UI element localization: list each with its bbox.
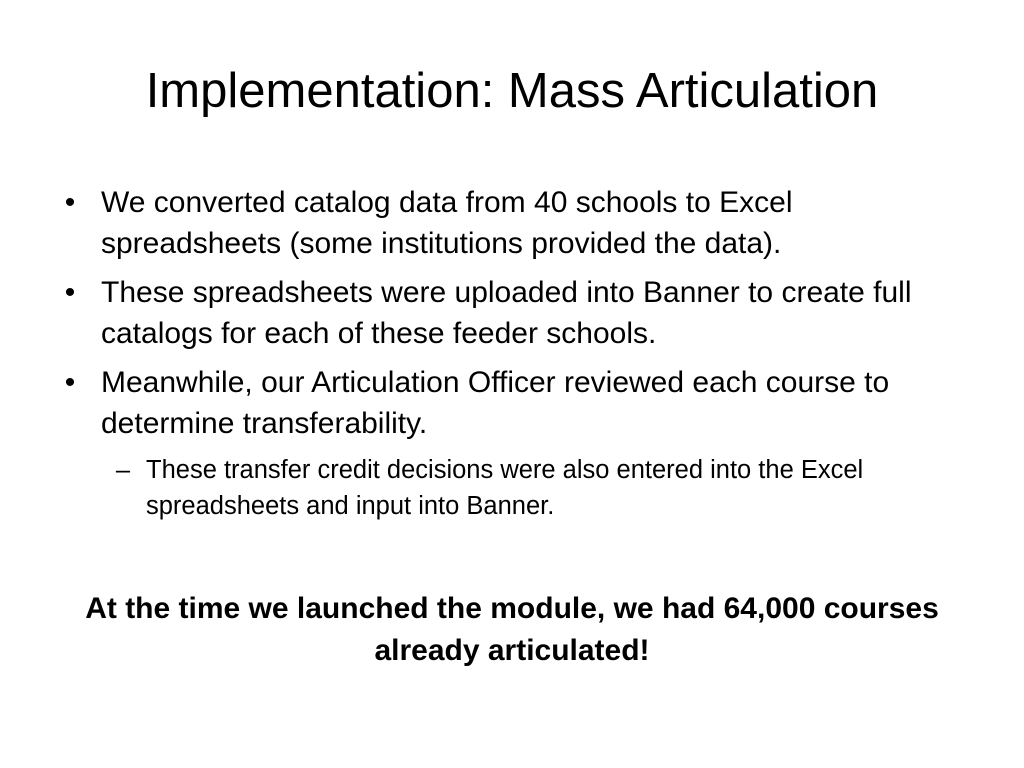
- sub-bullet-group: [101, 452, 958, 524]
- callout-text: At the time we launched the module, we had 64,000 courses already articulated!: [85, 592, 939, 667]
- bullet-list: [58, 182, 958, 444]
- bullet-item: [58, 272, 958, 354]
- sub-bullet-text: These transfer credit decisions were also entered into the Excel spreadsheets and input into Banner.: [146, 456, 864, 520]
- bullet-item: [58, 182, 958, 264]
- bullet-text: These spreadsheets were uploaded into Banner to create full catalogs for each of these feeder schools.: [101, 276, 912, 350]
- slide-title: Implementation: Mass Articulation: [145, 64, 879, 118]
- bullet-item: [58, 362, 958, 444]
- bullet-text: Meanwhile, our Articulation Officer reviewed each course to determine transferability.: [101, 366, 890, 440]
- sub-bullet-item: [101, 452, 958, 524]
- bullet-text: We converted catalog data from 40 schools to Excel spreadsheets (some institutions provided the data).: [101, 186, 793, 260]
- bullet-marker: •: [64, 276, 76, 309]
- sub-bullet-marker: –: [115, 456, 131, 484]
- slide-body: [58, 182, 958, 524]
- bullet-marker: •: [64, 186, 76, 219]
- bullet-marker: •: [64, 366, 76, 399]
- sub-bullet-list: [101, 452, 958, 524]
